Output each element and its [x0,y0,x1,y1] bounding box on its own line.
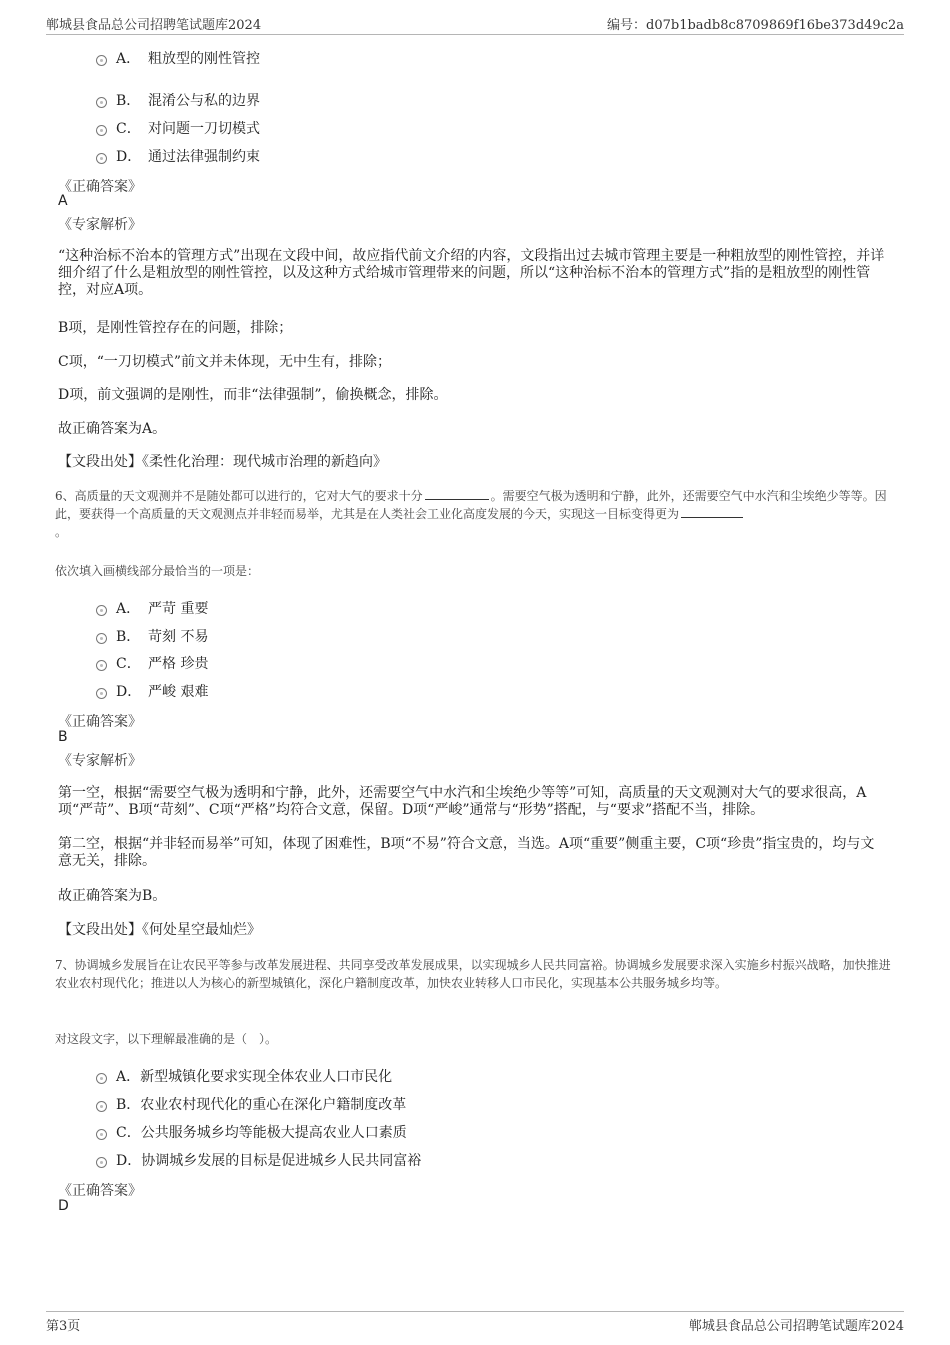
option-letter: D． [116,149,142,165]
q6-option-b[interactable] [96,626,208,646]
q6-text-part2: 。需要空气极为透明和宁静，此外，还需要空气中水汽和尘埃绝少等等。因此，要获得一个高质量的天文观测点并非轻而易举，尤其是在人类社会工业化高度发展的今天，实现这一目标变得更为 [55,489,887,521]
q6-option-c[interactable] [96,653,208,673]
q5-option-a[interactable] [96,48,260,68]
radio-icon[interactable] [96,688,107,699]
q6-analysis-label: 《专家解析》 [58,753,142,769]
q7-question: 7、协调城乡发展旨在让农民平等参与改革发展进程、共同享受改革发展成果，以实现城乡人民共同富裕。协调城乡发展要求深入实施乡村振兴战略，加快推进农业农村现代化；推进以人为核心的新型城镇化，深化户籍制度改革，加快农业转移人口市民化，实现基本公共服务城乡均等。 [55,958,891,990]
option-text: 农业农村现代化的重心在深化户籍制度改革 [140,1097,407,1113]
radio-icon[interactable] [96,1073,107,1084]
header-title: 郸城县食品总公司招聘笔试题库2024 [46,18,262,33]
q6-answer-label: 《正确答案》 [58,714,142,730]
q7-option-d[interactable] [96,1150,421,1170]
q5-analysis-p1: “这种治标不治本的管理方式”出现在文段中间，故应指代前文介绍的内容，文段指出过去城市管理主要是一种粗放型的刚性管控，并详细介绍了什么是粗放型的刚性管控，以及这种方式给城市管理带来的问题，所以“这种治标不治本的管理方式”指的是粗放型的刚性管控，对应A项。 [58,248,885,298]
option-text: 混淆公与私的边界 [148,93,260,109]
q5-option-c[interactable] [96,118,260,138]
q6-answer: B [58,729,68,745]
option-letter: D． [116,684,142,700]
option-letter: B． [116,1097,141,1113]
q5-analysis-p3: C项，“一刀切模式”前文并未体现，无中生有，排除； [58,354,392,370]
q6-source: 【文段出处】《何处星空最灿烂》 [58,922,261,938]
option-text: 粗放型的刚性管控 [148,51,260,67]
q7-option-c[interactable] [96,1122,407,1142]
page-number: 第3页 [46,1319,81,1334]
q7-prompt: 对这段文字，以下理解最准确的是（ ）。 [55,1032,278,1046]
radio-icon[interactable] [96,1101,107,1112]
q6-blank-2 [681,505,743,518]
q6-analysis-p1: 第一空，根据“需要空气极为透明和宁静，此外，还需要空气中水汽和尘埃绝少等等”可知，高质量的天文观测对大气的要求很高，A项“严苛”、B项“苛刻”、C项“严格”均符合文意，保留。D项“严峻”通常与“形势”搭配，与“要求”搭配不当，排除。 [58,785,867,818]
option-letter: A． [116,51,141,67]
q5-option-b[interactable] [96,90,260,110]
radio-icon[interactable] [96,55,107,66]
option-text: 严格 珍贵 [148,656,209,672]
q5-analysis-p5: 故正确答案为A。 [58,421,167,437]
q5-analysis-label: 《专家解析》 [58,217,142,233]
option-letter: B． [116,93,141,109]
radio-icon[interactable] [96,125,107,136]
q5-analysis-p2: B项，是刚性管控存在的问题，排除； [58,320,293,336]
option-text: 协调城乡发展的目标是促进城乡人民共同富裕 [141,1153,422,1169]
q6-question [55,487,900,541]
q6-text-part1: 6、高质量的天文观测并不是随处都可以进行的，它对大气的要求十分 [55,489,423,503]
option-letter: A． [116,1069,141,1085]
q6-blank-1 [425,487,489,500]
header-divider [46,34,904,35]
q7-answer-label: 《正确答案》 [58,1183,142,1199]
option-text: 对问题一刀切模式 [148,121,260,137]
option-letter: C． [116,1125,141,1141]
q5-source: 【文段出处】《柔性化治理：现代城市治理的新趋向》 [58,454,387,470]
q5-answer: A [58,193,68,209]
radio-icon[interactable] [96,605,107,616]
option-letter: C． [116,656,141,672]
q5-option-d[interactable] [96,146,260,166]
option-text: 严峻 艰难 [148,684,209,700]
footer-divider [46,1311,904,1312]
radio-icon[interactable] [96,633,107,644]
q5-analysis-p4: D项，前文强调的是刚性，而非“法律强制”，偷换概念，排除。 [58,387,448,403]
q6-analysis-p3: 故正确答案为B。 [58,888,167,904]
option-text: 严苛 重要 [148,601,209,617]
q6-analysis-p2: 第二空，根据“并非轻而易举”可知，体现了困难性，B项“不易”符合文意，当选。A项“重要”侧重主要，C项“珍贵”指宝贵的，均与文意无关，排除。 [58,836,875,869]
option-letter: B． [116,629,141,645]
header-doc-id: 编号：d07b1badb8c8709869f16be373d49c2a [607,18,904,33]
radio-icon[interactable] [96,660,107,671]
q6-option-d[interactable] [96,681,208,701]
q6-option-a[interactable] [96,598,208,618]
option-text: 公共服务城乡均等能极大提高农业人口素质 [140,1125,407,1141]
q7-option-b[interactable] [96,1094,406,1114]
q6-prompt: 依次填入画横线部分最恰当的一项是： [55,564,260,578]
radio-icon[interactable] [96,1129,107,1140]
option-letter: D． [116,1153,142,1169]
radio-icon[interactable] [96,153,107,164]
option-text: 新型城镇化要求实现全体农业人口市民化 [140,1069,393,1085]
q6-text-part3: 。 [55,525,68,539]
option-letter: C． [116,121,141,137]
q7-option-a[interactable] [96,1066,392,1086]
radio-icon[interactable] [96,97,107,108]
option-letter: A． [116,601,141,617]
radio-icon[interactable] [96,1157,107,1168]
q5-answer-label: 《正确答案》 [58,179,142,195]
footer-title: 郸城县食品总公司招聘笔试题库2024 [688,1319,904,1334]
option-text: 通过法律强制约束 [148,149,260,165]
q7-answer: D [58,1198,69,1214]
option-text: 苛刻 不易 [148,629,209,645]
